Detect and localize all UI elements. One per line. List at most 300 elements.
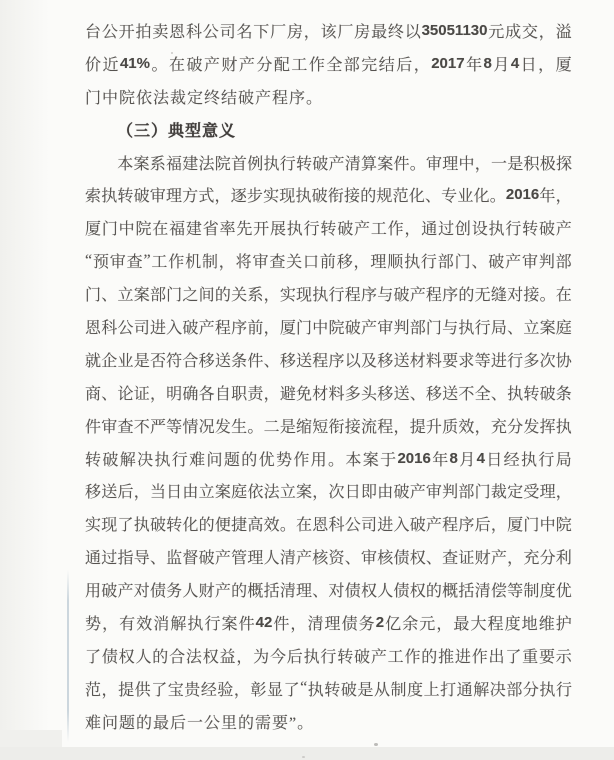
cjk-char: 提 [118, 681, 135, 699]
cjk-char: 立 [198, 484, 215, 502]
cjk-char: 制 [523, 583, 540, 601]
cjk-char: 移 [198, 352, 215, 370]
cjk-char: 立 [279, 484, 296, 502]
cjk-char: 裁 [490, 484, 507, 502]
cjk-char: ， [436, 615, 453, 633]
cjk-char: 审 [109, 254, 126, 272]
numeral-token: 42 [255, 613, 273, 631]
cjk-char: 移 [85, 484, 102, 502]
cjk-char: 破 [354, 648, 371, 666]
cjk-char: 产 [238, 56, 255, 74]
cjk-char: 的 [198, 517, 215, 535]
cjk-char: 行 [505, 221, 522, 239]
cjk-char: 公 [117, 319, 134, 337]
cjk-char: 福 [165, 155, 182, 173]
cjk-char: 房 [354, 23, 371, 41]
cjk-char: 维 [538, 615, 555, 633]
cjk-char: 破 [312, 155, 329, 173]
cjk-char: 的 [425, 583, 442, 601]
cjk-char: 关 [286, 254, 303, 272]
cjk-char: 元 [419, 615, 436, 633]
cjk-char: 是 [279, 418, 296, 436]
cjk-char: 上 [423, 681, 440, 699]
cjk-char: ， [555, 484, 572, 502]
cjk-char: 避 [279, 385, 296, 403]
cjk-char: 执 [295, 188, 312, 206]
cjk-char: 恩 [312, 517, 329, 535]
cjk-char: ， [538, 23, 555, 41]
cjk-char: 解 [170, 615, 187, 633]
cjk-char: 、 [490, 385, 507, 403]
cjk-char: 便 [214, 517, 231, 535]
cjk-char: 用 [310, 451, 327, 469]
cjk-char: 送 [296, 352, 313, 370]
cjk-char: 全 [474, 385, 491, 403]
cjk-char: 的 [421, 648, 438, 666]
cjk-char: 由 [182, 484, 199, 502]
cjk-char: 优 [555, 583, 572, 601]
cjk-char: 不 [458, 385, 475, 403]
text-content [85, 14, 572, 738]
cjk-char: 厂 [270, 23, 287, 41]
cjk-char: 用 [85, 583, 102, 601]
cjk-char: 索 [85, 188, 102, 206]
cjk-char: 入 [393, 517, 410, 535]
cjk-char: 案 [377, 155, 394, 173]
cjk-char: 理 [370, 254, 387, 272]
cjk-char: 转 [320, 221, 337, 239]
cjk-char: 年 [432, 451, 449, 469]
cjk-char: 的 [458, 287, 475, 305]
cjk-char: 送 [393, 352, 410, 370]
cjk-char: 核 [377, 550, 394, 568]
cjk-char: 省 [202, 221, 219, 239]
cjk-char: 案 [362, 451, 379, 469]
text-line [85, 277, 572, 310]
cjk-char: 权 [409, 550, 426, 568]
cjk-char: 查 [117, 418, 134, 436]
cjk-char: 衔 [328, 418, 345, 436]
cjk-char: 题 [223, 451, 240, 469]
numeral-token: 4 [510, 54, 520, 72]
cjk-char: 在 [152, 221, 169, 239]
cjk-char: 程 [487, 615, 504, 633]
cjk-char: 、 [149, 550, 166, 568]
cjk-char: 合 [182, 352, 199, 370]
cjk-char: 通 [421, 221, 438, 239]
cjk-char: 现 [279, 188, 296, 206]
cjk-char: 之 [182, 287, 199, 305]
cjk-char: 条 [555, 385, 572, 403]
cjk-char: ， [507, 550, 524, 568]
cjk-char: 厂 [337, 23, 354, 41]
cjk-char: 实 [263, 188, 280, 206]
cjk-char: 难 [189, 451, 206, 469]
cjk-char: 执 [286, 221, 303, 239]
cjk-char: 证 [458, 550, 475, 568]
cjk-char: 破 [101, 583, 118, 601]
cjk-char: 程 [442, 517, 459, 535]
cjk-char: 审 [425, 155, 442, 173]
cjk-char: 验 [217, 681, 234, 699]
numeral-token: 8 [483, 54, 492, 72]
cjk-char: 清 [279, 583, 296, 601]
cjk-char: 庭 [231, 484, 248, 502]
cjk-char: 转 [324, 681, 341, 699]
cjk-char: 充 [490, 418, 507, 436]
cjk-char: 破 [133, 188, 150, 206]
cjk-char: 产 [354, 221, 371, 239]
cjk-char: 要 [442, 352, 459, 370]
cjk-char: 自 [214, 385, 231, 403]
cjk-char: 设 [471, 221, 488, 239]
cjk-char: 审 [377, 319, 394, 337]
cjk-char: 行 [328, 287, 345, 305]
text-line [85, 244, 572, 277]
cjk-char: 执 [263, 155, 280, 173]
cjk-char: 立 [117, 287, 134, 305]
cjk-char: 务 [166, 583, 183, 601]
text-line [85, 409, 572, 442]
cjk-char: 产 [203, 56, 220, 74]
cjk-char: 、 [344, 550, 361, 568]
cjk-char: 行 [320, 648, 337, 666]
cjk-char: 产 [198, 319, 215, 337]
cjk-char: 系 [247, 287, 264, 305]
cjk-char: 供 [134, 681, 151, 699]
cjk-char: ， [393, 418, 410, 436]
numeral-token: 35051130 [421, 21, 488, 39]
cjk-char: 执 [312, 287, 329, 305]
cjk-char: 务 [358, 615, 375, 633]
cjk-char: 理 [324, 615, 341, 633]
cjk-char: ， [474, 155, 491, 173]
cjk-char: 的 [152, 648, 169, 666]
cjk-char: 元 [488, 23, 505, 41]
cjk-char: 效 [136, 615, 153, 633]
cjk-char: 门 [454, 254, 471, 272]
cjk-char: 协 [555, 352, 572, 370]
cjk-char: 符 [166, 352, 183, 370]
cjk-char: 序 [360, 287, 377, 305]
cjk-char: 括 [458, 583, 475, 601]
text-line [85, 639, 572, 672]
cjk-char: 件 [273, 615, 290, 633]
cjk-char: 后 [396, 56, 413, 74]
cjk-char: 指 [117, 550, 134, 568]
cjk-char: 作 [293, 451, 310, 469]
cjk-char: 理 [165, 188, 182, 206]
cjk-char: 短 [312, 418, 329, 436]
cjk-char: 中 [539, 517, 556, 535]
cjk-char: 科 [328, 517, 345, 535]
cjk-char: 与 [442, 319, 459, 337]
cjk-char: 部 [149, 287, 166, 305]
cjk-char: 二 [263, 418, 280, 436]
cjk-char: 转 [117, 188, 134, 206]
cjk-char: 括 [263, 583, 280, 601]
cjk-char: 的 [241, 451, 258, 469]
cjk-char: 过 [438, 221, 455, 239]
cjk-char: 范 [85, 681, 102, 699]
cjk-char: 日 [344, 484, 361, 502]
cjk-char: 预 [92, 254, 109, 272]
cjk-char: 当 [149, 484, 166, 502]
cjk-char: 免 [296, 385, 313, 403]
cjk-char: 开 [118, 23, 135, 41]
cjk-char: 门 [523, 517, 540, 535]
cjk-char: 次 [328, 484, 345, 502]
numeral-token: 2 [375, 613, 385, 631]
cjk-char: 门 [296, 319, 313, 337]
cjk-char: 接 [344, 188, 361, 206]
cjk-char: 进 [454, 648, 471, 666]
text-line [85, 310, 572, 343]
cjk-char: 生 [231, 418, 248, 436]
cjk-char: 人 [263, 550, 280, 568]
cjk-char: 贵 [184, 681, 201, 699]
cjk-char: 与 [377, 287, 394, 305]
cjk-char: 交 [521, 23, 538, 41]
cjk-char: 实 [279, 287, 296, 305]
cjk-char: 工 [387, 648, 404, 666]
cjk-char: 消 [153, 615, 170, 633]
cjk-char: 最 [371, 23, 388, 41]
cjk-char: 法 [198, 155, 215, 173]
cjk-char: 转 [523, 385, 540, 403]
cjk-char: 年 [539, 188, 556, 206]
cjk-char: 司 [219, 23, 236, 41]
cjk-char: 件 [238, 615, 255, 633]
line-text: （三）典型意义 [117, 122, 237, 140]
cjk-char: 制 [390, 681, 407, 699]
cjk-char: 是 [357, 681, 374, 699]
cjk-char: 探 [555, 155, 572, 173]
cjk-char: 为 [253, 648, 270, 666]
cjk-char: 优 [258, 451, 275, 469]
cjk-char: 日 [486, 451, 503, 469]
cjk-char: 执 [488, 221, 505, 239]
cjk-char: 挥 [539, 418, 556, 436]
cjk-char: 制 [201, 254, 218, 272]
cjk-char: 了 [505, 648, 522, 666]
text-line [85, 442, 572, 475]
cjk-char: 等 [166, 418, 183, 436]
cjk-char: 宝 [167, 681, 184, 699]
cjk-char: 极 [539, 155, 556, 173]
cjk-char: 执 [154, 451, 171, 469]
cjk-char: 了 [151, 681, 168, 699]
cjk-char: 由 [377, 484, 394, 502]
text-line [85, 178, 572, 211]
cjk-char: 产 [555, 221, 572, 239]
cjk-char: 法 [263, 484, 280, 502]
text-line [85, 146, 572, 179]
cjk-char: 、 [507, 319, 524, 337]
cjk-char: 大 [470, 615, 487, 633]
cjk-char: 即 [360, 484, 377, 502]
cjk-char: 执 [539, 681, 556, 699]
cjk-char: 度 [539, 583, 556, 601]
cjk-char: 作 [168, 254, 185, 272]
cjk-char: 清 [344, 155, 361, 173]
cjk-char: 财 [221, 56, 238, 74]
cjk-char: 显 [267, 681, 284, 699]
cjk-char: 例 [247, 155, 264, 173]
cjk-char: 移 [425, 385, 442, 403]
cjk-char: 件 [247, 352, 264, 370]
cjk-char: 进 [490, 352, 507, 370]
cjk-char: 部 [555, 254, 572, 272]
cjk-char: 案 [221, 615, 238, 633]
cjk-char: 口 [303, 254, 320, 272]
cjk-char: 序 [458, 517, 475, 535]
line-text: 门中院依法裁定终结破产程序。 [85, 89, 324, 107]
cjk-char: 多 [344, 385, 361, 403]
cjk-char: 后 [117, 484, 134, 502]
cjk-char: 现 [101, 517, 118, 535]
cjk-char: 审 [360, 550, 377, 568]
cjk-char: 司 [360, 517, 377, 535]
cjk-char: 效 [458, 418, 475, 436]
cjk-char: 缝 [490, 287, 507, 305]
cjk-char: 庭 [555, 319, 572, 337]
cjk-char: 职 [231, 385, 248, 403]
scan-crease-line [67, 570, 69, 742]
cjk-char: 彰 [250, 681, 267, 699]
cjk-char: 进 [377, 517, 394, 535]
cjk-char: 前 [247, 319, 264, 337]
cjk-char: 局 [490, 319, 507, 337]
cjk-char: 产 [214, 583, 231, 601]
text-line [85, 507, 572, 540]
cjk-char: 。 [247, 418, 264, 436]
cjk-char: 件 [85, 418, 102, 436]
cjk-char: 该 [320, 23, 337, 41]
cjk-char: 产 [360, 319, 377, 337]
cjk-char: 受 [523, 484, 540, 502]
cjk-char: 行 [474, 319, 491, 337]
cjk-char: 行 [171, 451, 188, 469]
cjk-char: 明 [166, 385, 183, 403]
cjk-char: ， [218, 254, 235, 272]
cjk-char: 示 [555, 648, 572, 666]
cjk-char: 接 [523, 287, 540, 305]
cjk-char: 的 [360, 188, 377, 206]
cjk-char: 送 [393, 385, 410, 403]
cjk-char: 专 [441, 188, 458, 206]
cjk-char: ， [490, 517, 507, 535]
cjk-char: ， [263, 385, 280, 403]
cjk-char: 判 [393, 319, 410, 337]
cjk-char: 解 [473, 681, 490, 699]
cjk-char: 转 [166, 517, 183, 535]
cjk-char: 料 [425, 352, 442, 370]
scan-bottom-band [0, 747, 614, 760]
text-line [85, 47, 572, 80]
cjk-char: 在 [168, 56, 185, 74]
cjk-char: 商 [85, 385, 102, 403]
cjk-char: 执 [507, 385, 524, 403]
cjk-char: 产 [214, 550, 231, 568]
cjk-char: ， [353, 254, 370, 272]
cjk-char: 终 [387, 23, 404, 41]
cjk-char: 审 [252, 254, 269, 272]
cjk-char: 门 [425, 319, 442, 337]
cjk-char: 部 [343, 56, 360, 74]
cjk-char: 将 [235, 254, 252, 272]
cjk-char: 卖 [152, 23, 169, 41]
cjk-char: ， [214, 188, 231, 206]
cjk-char: 不 [133, 418, 150, 436]
cjk-char: 立 [523, 319, 540, 337]
cjk-char: 经 [503, 451, 520, 469]
cjk-char: 、 [101, 287, 118, 305]
cjk-char: 科 [185, 23, 202, 41]
cjk-char: 清 [474, 583, 491, 601]
cjk-char: 件 [393, 155, 410, 173]
cjk-char: 行 [420, 254, 437, 272]
cjk-char: 作 [404, 648, 421, 666]
cjk-char: 先 [236, 221, 253, 239]
cjk-char: 建 [185, 221, 202, 239]
cjk-char: 门 [166, 287, 183, 305]
cjk-char: 近 [102, 56, 119, 74]
cjk-char: 转 [522, 221, 539, 239]
cjk-char: 作 [387, 221, 404, 239]
cjk-char: 破 [539, 385, 556, 403]
cjk-char: 后 [474, 517, 491, 535]
cjk-char: 核 [312, 550, 329, 568]
cjk-char: 执 [404, 254, 421, 272]
cjk-char: ， [263, 287, 280, 305]
cjk-char: 权 [118, 648, 135, 666]
cjk-char: 多 [523, 352, 540, 370]
cjk-char: 顺 [387, 254, 404, 272]
cjk-char: 产 [117, 583, 134, 601]
cjk-char: 执 [521, 451, 538, 469]
cjk-char: 质 [442, 418, 459, 436]
cjk-char: 入 [166, 319, 183, 337]
cjk-char: 督 [182, 550, 199, 568]
cjk-char: 度 [407, 681, 424, 699]
cjk-char: 况 [198, 418, 215, 436]
cjk-char: 执 [555, 418, 572, 436]
cjk-char: 日 [520, 56, 537, 74]
cjk-char: 依 [247, 484, 264, 502]
cjk-char: 积 [523, 155, 540, 173]
cjk-char: 日 [166, 484, 183, 502]
cjk-char: 债 [393, 550, 410, 568]
cjk-char: 债 [341, 615, 358, 633]
cjk-char: ， [303, 23, 320, 41]
cjk-char: 等 [474, 352, 491, 370]
cjk-char: 部 [506, 681, 523, 699]
cjk-char: 、 [425, 550, 442, 568]
cjk-char: 责 [247, 385, 264, 403]
cjk-char: 算 [360, 155, 377, 173]
cjk-char: 最 [453, 615, 470, 633]
cjk-char: 工 [291, 56, 308, 74]
cjk-char: 等 [507, 583, 524, 601]
cjk-char: 名 [236, 23, 253, 41]
cjk-char: 转 [337, 648, 354, 666]
cjk-char: 程 [377, 418, 394, 436]
cjk-char: 法 [185, 648, 202, 666]
cjk-char: 房 [286, 23, 303, 41]
numeral-token: 2016 [397, 449, 431, 467]
cjk-char: 势 [85, 615, 102, 633]
